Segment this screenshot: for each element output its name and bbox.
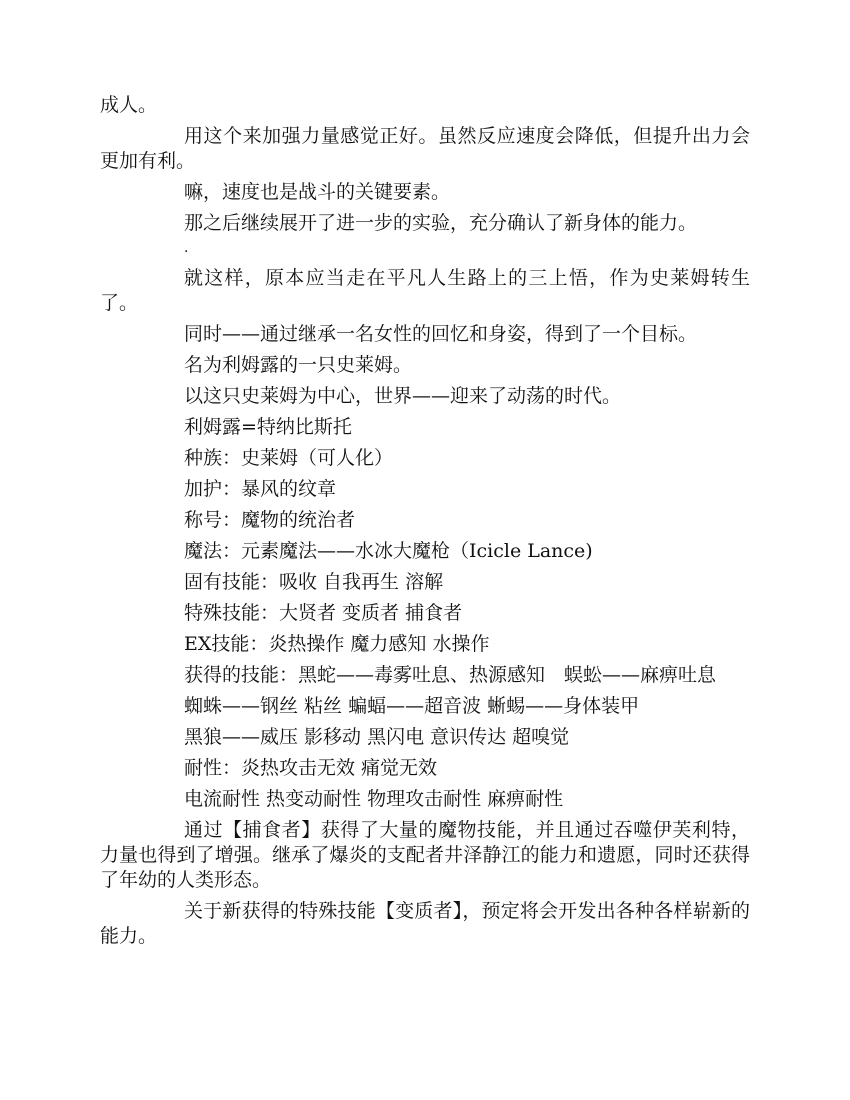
status-acquired-skills-cont: 黑狼——威压 影移动 黑闪电 意识传达 超嗅觉 [184,726,570,748]
paragraph: 用这个来加强力量感觉正好。虽然反应速度会降低，但提升出力会更加有利。 [100,125,750,172]
section-separator: · [184,244,189,260]
status-acquired-skills-cont: 蜘蛛——钢丝 粘丝 蝙蝠——超音波 蜥蜴——身体装甲 [184,695,640,717]
paragraph: 通过【捕食者】获得了大量的魔物技能，并且通过吞噬伊芙利特，力量也得到了增强。继承了爆炎的支配者井泽静江的能力和遗愿，同时还获得了年幼的人类形态。 [100,819,750,891]
status-extra-skills: EX技能：炎热操作 魔力感知 水操作 [184,633,490,655]
status-title: 称号：魔物的统治者 [184,509,356,531]
body-text [100,93,750,955]
paragraph: 嘛，速度也是战斗的关键要素。 [184,181,451,203]
status-race: 种族：史莱姆（可人化） [184,447,394,469]
paragraph: 关于新获得的特殊技能【变质者】，预定将会开发出各种各样崭新的能力。 [100,900,750,947]
status-acquired-skills: 获得的技能：黑蛇——毒雾吐息、热源感知 蜈蚣——麻痹吐息 [184,664,717,686]
paragraph: 就这样，原本应当走在平凡人生路上的三上悟，作为史莱姆转生了。 [100,267,750,314]
status-protection: 加护：暴风的纹章 [184,478,337,500]
status-intrinsic-skills: 固有技能：吸收 自我再生 溶解 [184,571,444,593]
status-magic: 魔法：元素魔法——水冰大魔枪（Icicle Lance) [184,540,593,562]
paragraph: 以这只史莱姆为中心，世界——迎来了动荡的时代。 [184,385,622,407]
paragraph: 那之后继续展开了进一步的实验，充分确认了新身体的能力。 [184,212,698,234]
status-unique-skills: 特殊技能：大贤者 变质者 捕食者 [184,602,463,624]
paragraph: 成人。 [100,94,158,116]
status-resistances: 耐性：炎热攻击无效 痛觉无效 [184,757,438,779]
paragraph: 同时——通过继承一名女性的回忆和身姿，得到了一个目标。 [184,323,698,345]
paragraph: 名为利姆露的一只史莱姆。 [184,354,413,376]
status-name: 利姆露=特纳比斯托 [184,416,352,438]
status-resistances-cont: 电流耐性 热变动耐性 物理攻击耐性 麻痹耐性 [184,788,564,810]
